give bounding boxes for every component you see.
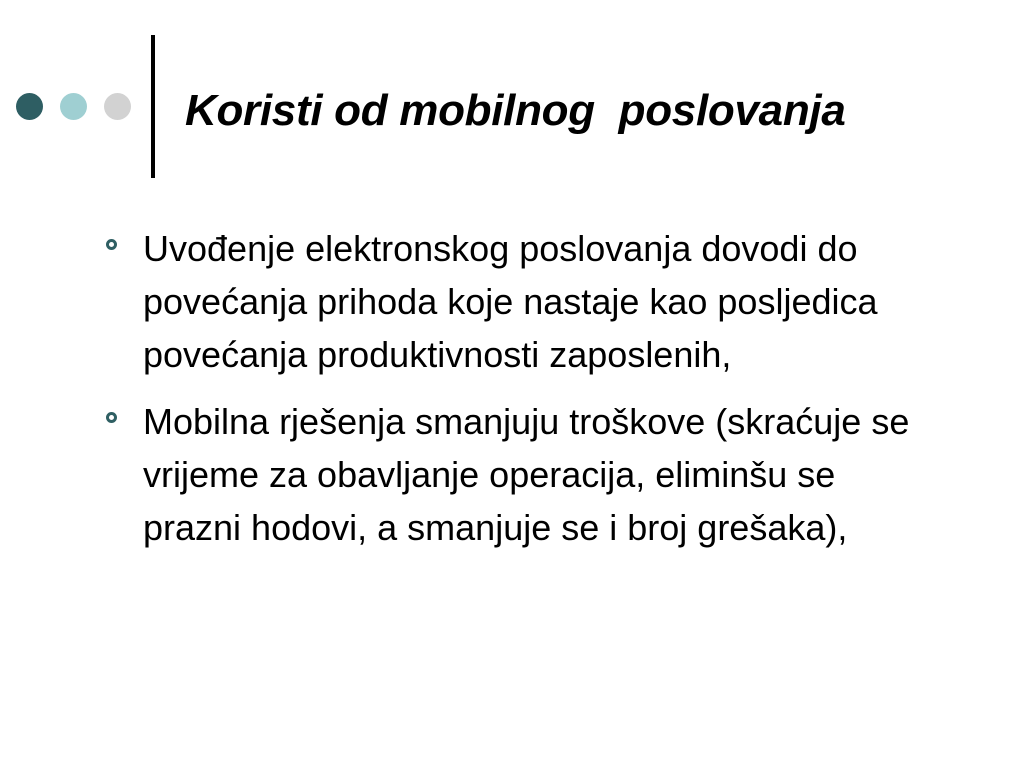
ring-bullet-icon bbox=[106, 412, 117, 423]
dot-light-icon bbox=[60, 93, 87, 120]
slide-title: Koristi od mobilnog poslovanja bbox=[185, 86, 846, 135]
ring-bullet-icon bbox=[106, 239, 117, 250]
bullet-item bbox=[106, 395, 986, 554]
dot-grey-icon bbox=[104, 93, 131, 120]
bullet-text: Uvođenje elektronskog poslovanja dovodi do povećanja prihoda koje nastaje kao posljedica povećanja produktivnosti zaposlenih, bbox=[143, 228, 878, 375]
bullet-item bbox=[106, 222, 986, 381]
title-divider bbox=[151, 35, 155, 178]
bullet-text: Mobilna rješenja smanjuju troškove (skraćuje se vrijeme za obavljanje operacija, eliminšu se prazni hodovi, a smanjuje se i broj grešaka), bbox=[143, 401, 910, 548]
three-dots-icon bbox=[16, 93, 136, 121]
bullet-list bbox=[106, 222, 986, 568]
dot-dark-icon bbox=[16, 93, 43, 120]
